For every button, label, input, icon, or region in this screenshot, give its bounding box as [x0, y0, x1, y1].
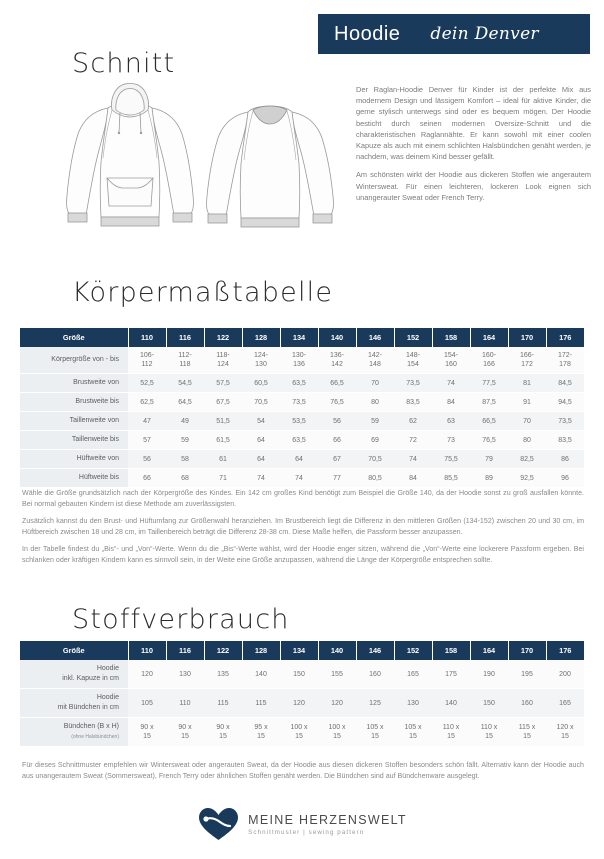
- table-row: [20, 718, 584, 747]
- measurement-cell: 64: [242, 450, 280, 469]
- measurement-cell: 106- 112: [128, 347, 166, 374]
- measurement-cell: 63,5: [280, 374, 318, 393]
- fabric-cell: 130: [394, 689, 432, 718]
- fabric-cell: 130: [166, 660, 204, 689]
- fabric-cell: 115: [204, 689, 242, 718]
- fabric-cell: 110 x 15: [470, 718, 508, 747]
- measurement-cell: 72: [394, 431, 432, 450]
- fabric-cell: 165: [394, 660, 432, 689]
- fabric-cell: 90 x 15: [166, 718, 204, 747]
- fabric-note-1: Für dieses Schnittmuster empfehlen wir Wintersweat oder angerauten Sweat, da der Hoodie aus diesen dickeren Stoffen besonders schön fällt. Alternativ kann der Hoodie auch aus unangerautem Sweat (Sommersweat), French Terry oder ähnlichen Stoffen genäht werden. Die Bündchen sind auf Bündchenware ausgelegt.: [22, 761, 584, 780]
- fabric-cell: 135: [204, 660, 242, 689]
- heading-koerpermasstabelle: Körpermaßtabelle: [72, 277, 334, 308]
- measurement-cell: 54: [242, 412, 280, 431]
- measurement-cell: 79: [470, 450, 508, 469]
- fabric-label-header: Größe: [20, 641, 128, 660]
- fabric-cell: 100 x 15: [280, 718, 318, 747]
- fabric-cell: 105 x 15: [394, 718, 432, 747]
- size-column-header: 146: [356, 641, 394, 660]
- measurement-cell: 64: [242, 431, 280, 450]
- measurement-cell: 80,5: [356, 469, 394, 488]
- measurement-cell: 74: [242, 469, 280, 488]
- logo-tagline: Schnittmuster | sewing pattern: [248, 828, 365, 836]
- measurement-cell: 84,5: [546, 374, 584, 393]
- intro-paragraph-1: Der Raglan-Hoodie Denver für Kinder ist der perfekte Mix aus modernem Design und lässigem Komfort – ideal für aktive Kinder, die gerne stylisch unterwegs sind oder es bequem mögen. Der Hoodie besticht durch seinen modernen Oversize-Schnitt und die charakteristischen Raglannähte. Er kann sowohl mit einer coolen Kapuze als auch mit einem schlichten Halsbündchen genäht werden, je nachdem, was deinem Kind besser gefällt.: [356, 85, 591, 162]
- measurement-cell: 86: [546, 450, 584, 469]
- row-label: Taillenweite bis: [20, 431, 128, 450]
- measurement-cell: 96: [546, 469, 584, 488]
- fabric-cell: 120 x 15: [546, 718, 584, 747]
- fabric-cell: 150: [470, 689, 508, 718]
- table-row: [20, 689, 584, 718]
- measurement-cell: 136- 142: [318, 347, 356, 374]
- measurement-cell: 74: [394, 450, 432, 469]
- size-column-header: 134: [280, 641, 318, 660]
- fabric-cell: 140: [432, 689, 470, 718]
- measurement-cell: 76,5: [470, 431, 508, 450]
- table-header-row: [20, 328, 584, 347]
- measurement-cell: 61: [204, 450, 242, 469]
- measurement-cell: 148- 154: [394, 347, 432, 374]
- size-column-header: 128: [242, 641, 280, 660]
- size-column-header: 152: [394, 328, 432, 347]
- measurement-cell: 68: [166, 469, 204, 488]
- measure-table-body: [20, 347, 584, 488]
- measurement-cell: 66,5: [470, 412, 508, 431]
- size-column-header: 176: [546, 641, 584, 660]
- fabric-cell: 125: [356, 689, 394, 718]
- measurement-cell: 59: [166, 431, 204, 450]
- logo-text: [248, 813, 407, 836]
- measurement-cell: 62: [394, 412, 432, 431]
- measurement-cell: 64,5: [166, 393, 204, 412]
- measurement-cell: 73: [432, 431, 470, 450]
- fabric-cell: 105 x 15: [356, 718, 394, 747]
- logo-brand-name: MEINE HERZENSWELT: [248, 812, 407, 827]
- fabric-cell: 165: [546, 689, 584, 718]
- measurement-notes: [22, 488, 584, 573]
- measurement-cell: 71: [204, 469, 242, 488]
- measurement-cell: 94,5: [546, 393, 584, 412]
- fabric-cell: 150: [280, 660, 318, 689]
- fabric-cell: 90 x 15: [128, 718, 166, 747]
- size-column-header: 164: [470, 641, 508, 660]
- row-label: Körpergröße von - bis: [20, 347, 128, 374]
- table-row: [20, 431, 584, 450]
- fabric-cell: 200: [546, 660, 584, 689]
- measurement-cell: 63,5: [280, 431, 318, 450]
- fabric-cell: 175: [432, 660, 470, 689]
- size-column-header: 110: [128, 328, 166, 347]
- fabric-cell: 100 x 15: [318, 718, 356, 747]
- measurement-cell: 73,5: [546, 412, 584, 431]
- fabric-notes: [22, 760, 584, 788]
- row-label: Brustweite von: [20, 374, 128, 393]
- measurement-cell: 74: [280, 469, 318, 488]
- measure-note-2: Zusätzlich kannst du den Brust- und Hüftumfang zur Größenwahl heranziehen. Im Brustbereich liegt die Differenz in den mittleren Größen (134-152) zwischen 20 und 30 cm, im Hüftbereich zwischen 18 und 28 cm, im Taillenbereich beträgt die Differenz 28-38 cm. Diese Maße helfen, die Passform besser anzupassen.: [22, 517, 584, 536]
- measurement-cell: 60,5: [242, 374, 280, 393]
- fabric-cell: 155: [318, 660, 356, 689]
- fabric-cell: 115 x 15: [508, 718, 546, 747]
- measurement-cell: 142- 148: [356, 347, 394, 374]
- row-label: Hüftweite von: [20, 450, 128, 469]
- table-row: [20, 469, 584, 488]
- measurement-cell: 154- 160: [432, 347, 470, 374]
- measurement-cell: 112- 118: [166, 347, 204, 374]
- pattern-subtitle: dein Denver: [430, 24, 539, 44]
- hoodie-line-drawings: [60, 80, 340, 245]
- measurement-cell: 66,5: [318, 374, 356, 393]
- row-label: Bündchen (B x H) (ohne Halsbündchen): [20, 718, 128, 747]
- row-label: Hoodie inkl. Kapuze in cm: [20, 660, 128, 689]
- intro-paragraph-2: Am schönsten wirkt der Hoodie aus dickeren Stoffen wie angerautem Wintersweat. Für einen leichteren, lockeren Look eignen sich unangerauter Sweat oder French Terry.: [356, 170, 591, 202]
- body-measurement-table: [20, 328, 584, 488]
- measurement-cell: 73,5: [394, 374, 432, 393]
- measurement-cell: 57,5: [204, 374, 242, 393]
- fabric-cell: 110 x 15: [432, 718, 470, 747]
- measurement-cell: 63: [432, 412, 470, 431]
- measurement-cell: 80: [508, 431, 546, 450]
- fabric-cell: 190: [470, 660, 508, 689]
- measurement-cell: 85,5: [432, 469, 470, 488]
- measurement-cell: 77: [318, 469, 356, 488]
- measurement-cell: 84: [432, 393, 470, 412]
- measurement-cell: 52,5: [128, 374, 166, 393]
- measurement-cell: 80: [356, 393, 394, 412]
- size-column-header: 158: [432, 641, 470, 660]
- footer-logo: [0, 806, 604, 842]
- table-header-row: [20, 641, 584, 660]
- fabric-cell: 90 x 15: [204, 718, 242, 747]
- measurement-cell: 70: [356, 374, 394, 393]
- measurement-cell: 75,5: [432, 450, 470, 469]
- measurement-cell: 77,5: [470, 374, 508, 393]
- measurement-cell: 62,5: [128, 393, 166, 412]
- measurement-cell: 53,5: [280, 412, 318, 431]
- measurement-cell: 124- 130: [242, 347, 280, 374]
- heading-stoffverbrauch: Stoffverbrauch: [72, 604, 290, 635]
- fabric-cell: 160: [508, 689, 546, 718]
- measurement-cell: 51,5: [204, 412, 242, 431]
- fabric-cell: 120: [318, 689, 356, 718]
- measurement-cell: 66: [318, 431, 356, 450]
- size-column-header: 110: [128, 641, 166, 660]
- measurement-cell: 54,5: [166, 374, 204, 393]
- size-column-header: 158: [432, 328, 470, 347]
- fabric-cell: 110: [166, 689, 204, 718]
- intro-description: [356, 84, 591, 203]
- size-column-header: 122: [204, 641, 242, 660]
- table-row: [20, 347, 584, 374]
- fabric-cell: 95 x 15: [242, 718, 280, 747]
- size-column-header: 170: [508, 328, 546, 347]
- row-label: Brustweite bis: [20, 393, 128, 412]
- measurement-cell: 57: [128, 431, 166, 450]
- measurement-cell: 70: [508, 412, 546, 431]
- fabric-cell: 105: [128, 689, 166, 718]
- size-column-header: 176: [546, 328, 584, 347]
- measurement-cell: 160- 166: [470, 347, 508, 374]
- measurement-cell: 83,5: [546, 431, 584, 450]
- size-column-header: 170: [508, 641, 546, 660]
- row-label: Hüftweite bis: [20, 469, 128, 488]
- measurement-cell: 87,5: [470, 393, 508, 412]
- measurement-cell: 76,5: [318, 393, 356, 412]
- table-row: [20, 412, 584, 431]
- size-column-header: 116: [166, 328, 204, 347]
- table-row: [20, 450, 584, 469]
- size-column-header: 140: [318, 641, 356, 660]
- size-column-header: 134: [280, 328, 318, 347]
- measurement-cell: 89: [470, 469, 508, 488]
- fabric-cell: 120: [128, 660, 166, 689]
- fabric-cell: 195: [508, 660, 546, 689]
- measurement-cell: 67: [318, 450, 356, 469]
- measurement-cell: 61,5: [204, 431, 242, 450]
- measurement-cell: 66: [128, 469, 166, 488]
- measurement-cell: 118- 124: [204, 347, 242, 374]
- measurement-cell: 84: [394, 469, 432, 488]
- measurement-cell: 92,5: [508, 469, 546, 488]
- measurement-cell: 56: [318, 412, 356, 431]
- size-column-header: 164: [470, 328, 508, 347]
- measurement-cell: 64: [280, 450, 318, 469]
- measurement-cell: 56: [128, 450, 166, 469]
- size-column-header: 146: [356, 328, 394, 347]
- table-row: [20, 374, 584, 393]
- technical-drawings: [60, 80, 340, 245]
- heart-logo-icon: [197, 806, 239, 842]
- size-column-header: 116: [166, 641, 204, 660]
- fabric-cell: 115: [242, 689, 280, 718]
- size-column-header: 140: [318, 328, 356, 347]
- measurement-cell: 67,5: [204, 393, 242, 412]
- measurement-cell: 73,5: [280, 393, 318, 412]
- fabric-table-body: [20, 660, 584, 747]
- fabric-cell: 140: [242, 660, 280, 689]
- measurement-cell: 172- 178: [546, 347, 584, 374]
- title-band: [318, 14, 590, 54]
- size-column-header: 152: [394, 641, 432, 660]
- measurement-cell: 70,5: [242, 393, 280, 412]
- row-label: Taillenweite von: [20, 412, 128, 431]
- fabric-cell: 120: [280, 689, 318, 718]
- fabric-cell: 160: [356, 660, 394, 689]
- measurement-cell: 166- 172: [508, 347, 546, 374]
- measurement-cell: 59: [356, 412, 394, 431]
- measurement-cell: 83,5: [394, 393, 432, 412]
- row-label: Hoodie mit Bündchen in cm: [20, 689, 128, 718]
- measure-note-1: Wähle die Größe grundsätzlich nach der Körpergröße des Kindes. Ein 142 cm großes Kind benötigt zum Beispiel die Größe 140, da der Hoodie sonst zu groß ausfallen könnte. Bei normal gebauten Kindern ist diese Methode am zuverlässigsten.: [22, 489, 584, 508]
- table-row: [20, 660, 584, 689]
- size-column-header: 128: [242, 328, 280, 347]
- heading-schnitt: Schnitt: [72, 48, 176, 79]
- measurement-cell: 74: [432, 374, 470, 393]
- table-row: [20, 393, 584, 412]
- measure-label-header: Größe: [20, 328, 128, 347]
- measurement-cell: 69: [356, 431, 394, 450]
- fabric-consumption-table: [20, 641, 584, 747]
- measurement-cell: 49: [166, 412, 204, 431]
- measurement-cell: 58: [166, 450, 204, 469]
- measurement-cell: 82,5: [508, 450, 546, 469]
- measure-note-3: In der Tabelle findest du „Bis“- und „Von“-Werte. Wenn du die „Bis“-Werte wählst, wird der Hoodie enger sitzen, während die „Von“-Werte eine lockerere Passform ergeben. Bei schlanken oder kräftigen Kindern kann es sinnvoll sein, in der Weite eine Größe anzupassen, während die Länge der Körpergröße entsprechen sollte.: [22, 545, 584, 564]
- measurement-cell: 81: [508, 374, 546, 393]
- measurement-cell: 130- 136: [280, 347, 318, 374]
- pattern-title: Hoodie: [334, 22, 401, 45]
- measurement-cell: 47: [128, 412, 166, 431]
- measurement-cell: 91: [508, 393, 546, 412]
- size-column-header: 122: [204, 328, 242, 347]
- measurement-cell: 70,5: [356, 450, 394, 469]
